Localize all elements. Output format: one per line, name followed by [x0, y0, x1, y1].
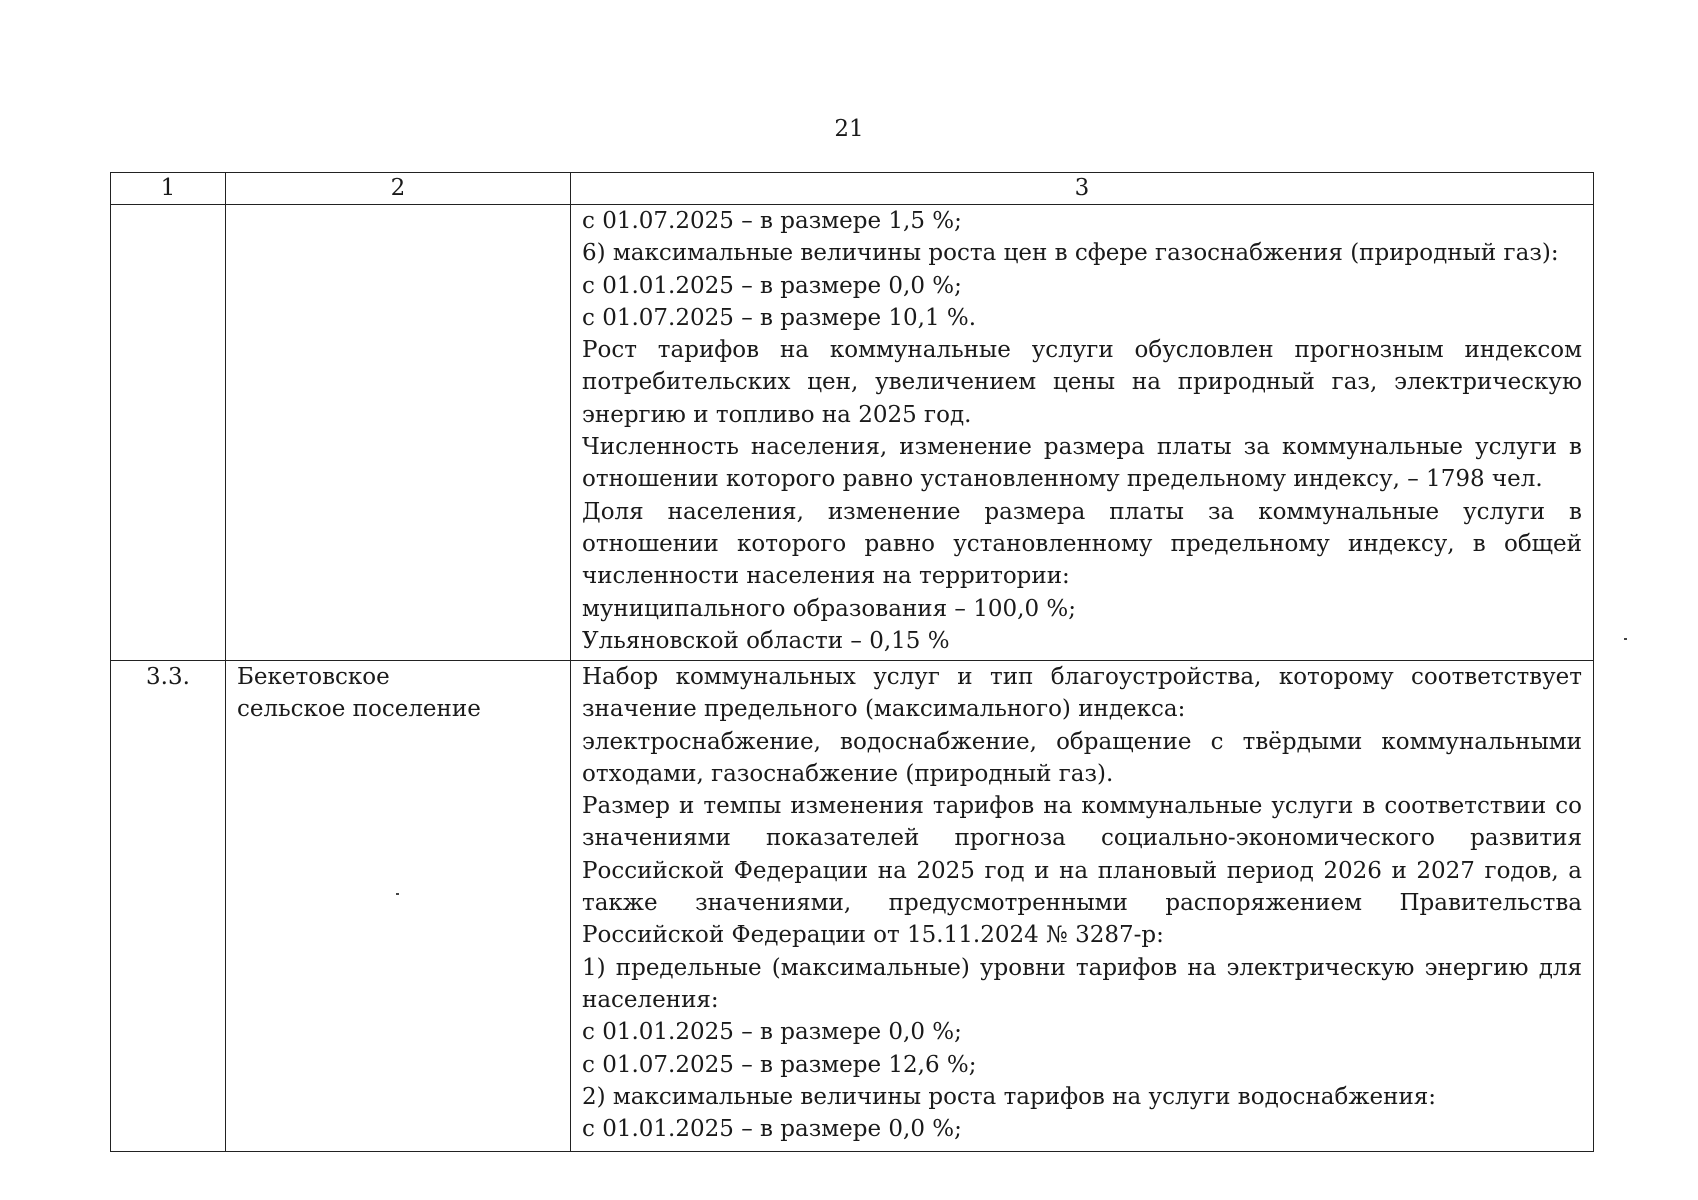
content-paragraph: Рост тарифов на коммунальные услуги обусловлен прогнозным индексом потребительских цен, увеличением цены на природный газ, электрическую энергию и топливо на 2025 год.	[582, 337, 1582, 428]
header-col-3: 3	[571, 173, 1594, 205]
tariff-table-grid	[110, 172, 1594, 1152]
content-paragraph: Доля населения, изменение размера платы за коммунальные услуги в отношении которого равно установленному предельному индексу, в общей численности населения на территории:	[582, 498, 1582, 590]
content-line: с 01.07.2025 – в размере 12,6 %;	[582, 1051, 977, 1078]
row-content-cell	[571, 205, 1594, 661]
content-paragraph: электроснабжение, водоснабжение, обращение с твёрдыми коммунальными отходами, газоснабжение (природный газ).	[582, 728, 1582, 787]
tariff-table	[110, 172, 1594, 1152]
content-line: Ульяновской области – 0,15 %	[582, 627, 950, 654]
row-name-cell	[226, 661, 571, 1152]
page-number: 21	[834, 116, 864, 142]
content-line: с 01.07.2025 – в размере 1,5 %;	[582, 208, 962, 234]
content-line: с 01.01.2025 – в размере 0,0 %;	[582, 1019, 962, 1046]
content-line: 2) максимальные величины роста тарифов на услуги водоснабжения:	[582, 1083, 1437, 1110]
row-number-cell	[111, 205, 226, 661]
content-line: с 01.01.2025 – в размере 0,0 %;	[582, 272, 962, 299]
table-row	[111, 205, 1594, 661]
row-content-cell	[571, 661, 1594, 1152]
content-paragraph: Размер и темпы изменения тарифов на коммунальные услуги в соответствии со значениями показателей прогноза социально-экономического развития Российской Федерации на 2025 год и на плановый период 2026 и 2027 годов, а также значениями, предусмотренными распоряжением Правительства Российской Федерации от 15.11.2024 № 3287-р:	[582, 793, 1582, 949]
header-col-2: 2	[226, 173, 571, 205]
content-paragraph: Численность населения, изменение размера платы за коммунальные услуги в отношении которого равно установленному предельному индексу, – 1798 чел.	[582, 434, 1582, 493]
row-name-cell	[226, 205, 571, 661]
table-header-row	[111, 173, 1594, 205]
scan-speck	[1624, 638, 1627, 640]
content-paragraph: Набор коммунальных услуг и тип благоустройства, которому соответствует значение предельного (максимального) индекса:	[582, 664, 1582, 723]
content-line: 6) максимальные величины роста цен в сфере газоснабжения (природный газ):	[582, 240, 1559, 267]
content-line: с 01.01.2025 – в размере 0,0 %;	[582, 1116, 962, 1143]
header-col-1: 1	[111, 173, 226, 205]
table-row	[111, 661, 1594, 1152]
content-line: муниципального образования – 100,0 %;	[582, 595, 1076, 622]
settlement-name-line: Бекетовское	[237, 664, 390, 690]
content-paragraph: 1) предельные (максимальные) уровни тарифов на электрическую энергию для населения:	[582, 954, 1582, 1013]
content-line: с 01.07.2025 – в размере 10,1 %.	[582, 304, 977, 331]
scan-speck	[396, 893, 399, 895]
settlement-name-line: сельское поселение	[237, 696, 481, 723]
row-number-cell: 3.3.	[111, 661, 226, 1152]
